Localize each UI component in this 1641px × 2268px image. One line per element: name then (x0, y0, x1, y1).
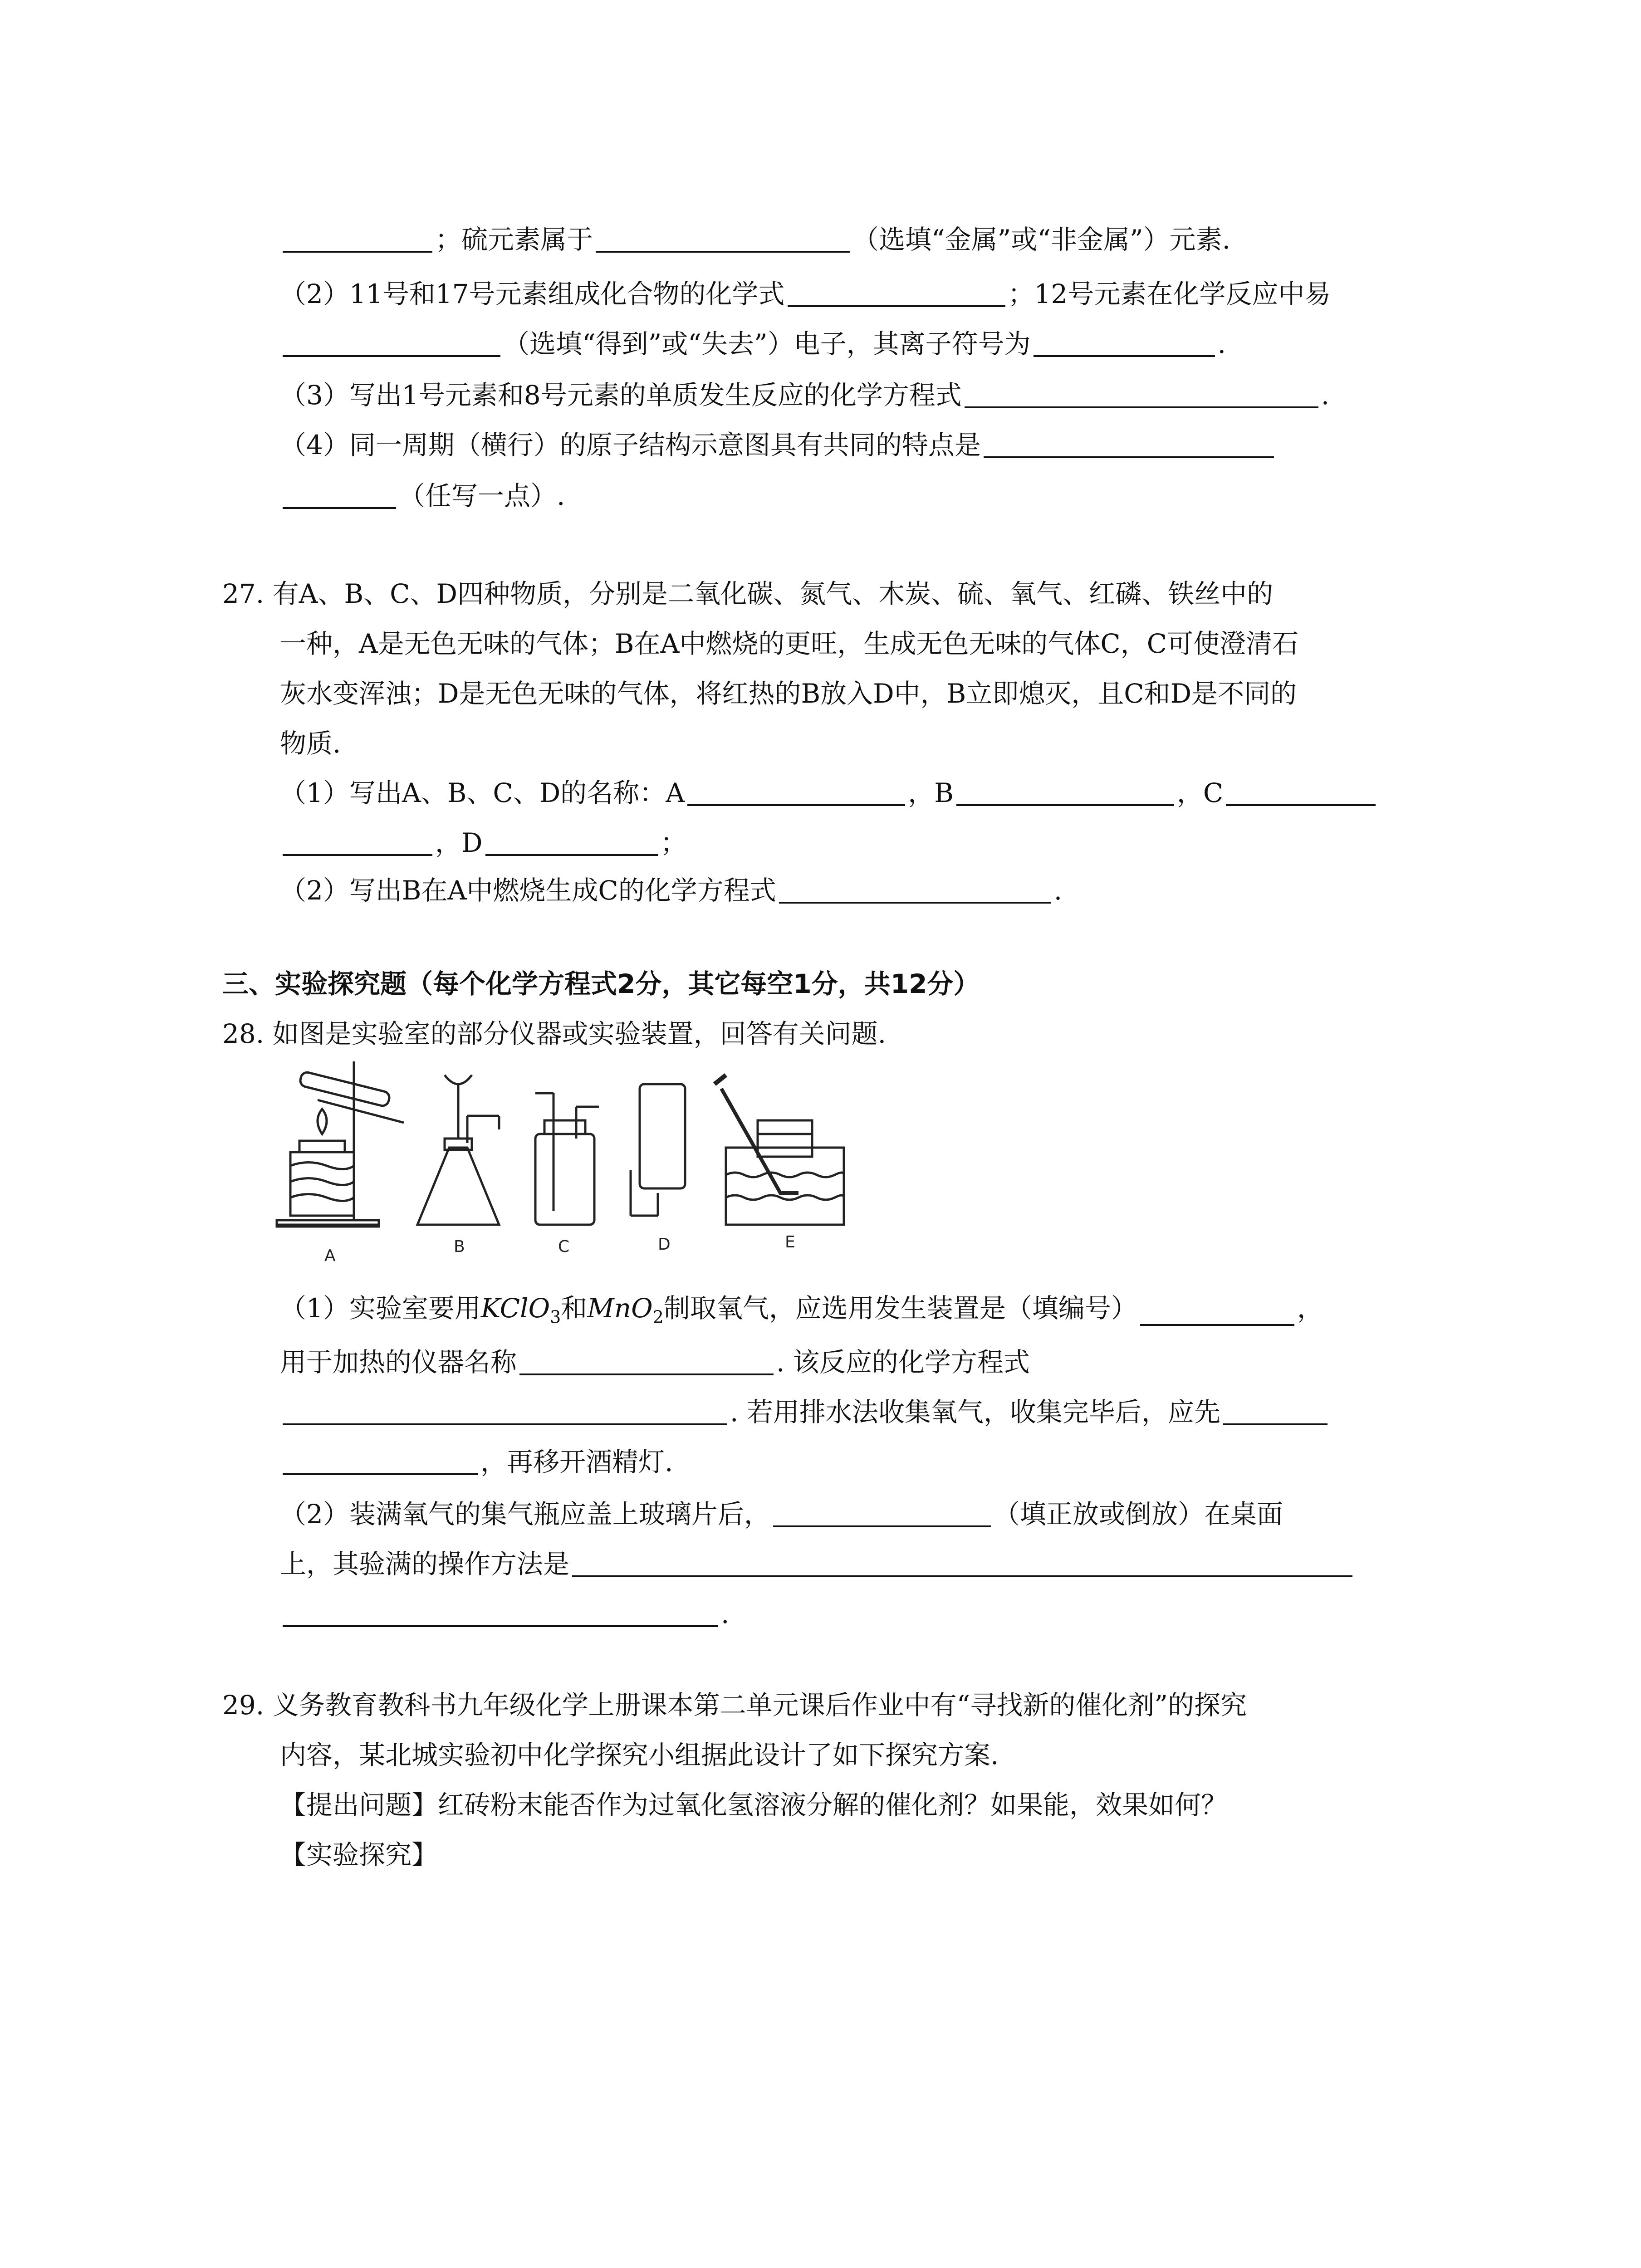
answer-blank[interactable] (984, 430, 1274, 458)
q28-line-1: 28. 如图是实验室的部分仪器或实验装置，回答有关问题. (222, 1018, 887, 1049)
q26-line-2: （2）11号和17号元素组成化合物的化学式 ；12号元素在化学反应中易 (280, 279, 1331, 309)
q28-line-5: ，再移开酒精灯. (280, 1447, 673, 1475)
answer-blank[interactable] (965, 380, 1318, 408)
answer-blank[interactable] (283, 1397, 727, 1425)
q29-line-2: 内容，某北城实验初中化学探究小组据此设计了如下探究方案. (280, 1740, 999, 1770)
answer-blank[interactable] (1223, 1397, 1327, 1425)
q28-line-7: 上，其验满的操作方法是 (280, 1549, 1355, 1577)
q27-line-2: 一种，A是无色无味的气体；B在A中燃烧的更旺，生成无色无味的气体C，C可使澄清石 (280, 628, 1299, 659)
section-heading: 三、实验探究题（每个化学方程式2分，其它每空1分，共12分） (222, 968, 980, 999)
q27-line-1: 27. 有A、B、C、D四种物质，分别是二氧化碳、氮气、木炭、硫、氧气、红磷、铁丝中的 (222, 578, 1274, 609)
q27-line-6: ，D ； (280, 828, 687, 856)
answer-blank[interactable] (519, 1347, 774, 1375)
figure-label-c: C (558, 1237, 570, 1256)
answer-blank[interactable] (956, 778, 1174, 806)
answer-blank[interactable] (1140, 1298, 1294, 1326)
answer-blank[interactable] (788, 279, 1005, 307)
answer-blank[interactable] (1034, 329, 1215, 357)
answer-blank[interactable] (283, 1447, 478, 1475)
figure-label-b: B (454, 1237, 465, 1256)
answer-blank[interactable] (572, 1549, 1352, 1577)
apparatus-e-icon (715, 1075, 844, 1225)
answer-blank[interactable] (485, 828, 658, 856)
q28-line-4: . 若用排水法收集氧气，收集完毕后，应先 (280, 1397, 1330, 1425)
figure-label-e: E (785, 1233, 795, 1251)
answer-blank[interactable] (596, 225, 850, 253)
q27-line-7: （2）写出B在A中燃烧生成C的化学方程式 . (280, 875, 1063, 906)
apparatus-c-icon (535, 1093, 599, 1225)
q26-line-1: ；硫元素属于 （选填“金属”或“非金属”）元素. (280, 225, 1230, 253)
q28-line-3: 用于加热的仪器名称 . 该反应的化学方程式 (280, 1347, 1030, 1378)
figure-label-d: D (658, 1235, 671, 1254)
q26-line-3: （选填“得到”或“失去”）电子，其离子符号为 . (280, 329, 1226, 357)
q26-line-6: （任写一点）. (280, 481, 565, 509)
q26-line-5: （4）同一周期（横行）的原子结构示意图具有共同的特点是 (280, 430, 1277, 458)
answer-blank[interactable] (1226, 778, 1376, 806)
q29-line-1: 29. 义务教育教科书九年级化学上册课本第二单元课后作业中有“寻找新的催化剂”的探究 (222, 1690, 1247, 1721)
answer-blank[interactable] (283, 225, 432, 253)
answer-blank[interactable] (283, 481, 396, 509)
q28-line-8: . (280, 1599, 729, 1627)
q29-line-4: 【实验探究】 (280, 1839, 438, 1870)
answer-blank[interactable] (687, 778, 905, 806)
q28-line-6: （2）装满氧气的集气瓶应盖上玻璃片后， （填正放或倒放）在桌面 (280, 1499, 1283, 1530)
answer-blank[interactable] (283, 1599, 718, 1627)
answer-blank[interactable] (779, 875, 1051, 904)
q28-line-2: （1）实验室要用KClO$_3$和MnO$_2$制取氧气，应选用发生装置是（填编号） ， (280, 1293, 1323, 1327)
lab-apparatus-figure (272, 1057, 880, 1270)
apparatus-a-icon (277, 1061, 404, 1227)
q27-line-5: （1）写出A、B、C、D的名称：A ，B ，C (280, 778, 1378, 806)
answer-blank[interactable] (283, 828, 432, 856)
apparatus-d-icon (631, 1084, 685, 1216)
q26-line-4: （3）写出1号元素和8号元素的单质发生反应的化学方程式 . (280, 380, 1330, 411)
apparatus-b-icon (417, 1075, 499, 1225)
q29-line-3: 【提出问题】红砖粉末能否作为过氧化氢溶液分解的催化剂？如果能，效果如何？ (280, 1789, 1228, 1820)
figure-label-a: A (324, 1246, 336, 1265)
answer-blank[interactable] (283, 329, 500, 357)
answer-blank[interactable] (773, 1499, 991, 1527)
q27-line-4: 物质. (280, 728, 341, 759)
q27-line-3: 灰水变浑浊；D是无色无味的气体，将红热的B放入D中，B立即熄灭，且C和D是不同的 (280, 678, 1297, 709)
